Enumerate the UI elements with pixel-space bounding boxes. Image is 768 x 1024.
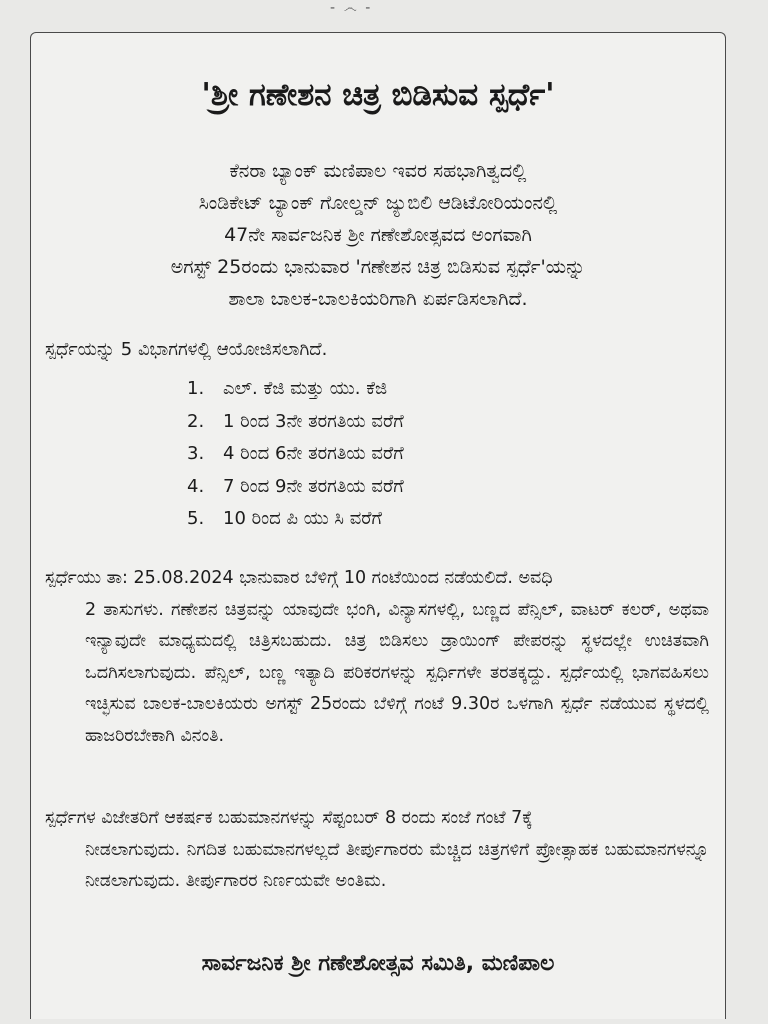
intro-block <box>31 155 725 315</box>
category-text: 10 ರಿಂದ ಪಿ ಯು ಸಿ ವರೆಗೆ <box>223 508 382 529</box>
category-text: ಎಲ್. ಕೆಜಿ ಮತ್ತು ಯು. ಕೆಜಿ <box>223 378 388 399</box>
notice-sheet <box>30 32 726 1019</box>
category-item <box>187 438 404 471</box>
intro-line: ಅಗಸ್ಟ್ 25ರಂದು ಭಾನುವಾರ 'ಗಣೇಶನ ಚಿತ್ರ ಬಿಡಿಸುವ ಸ್ಪರ್ಧೆ'ಯನ್ನು <box>170 256 586 278</box>
category-item <box>187 503 404 536</box>
notice-title: 'ಶ್ರೀ ಗಣೇಶನ ಚಿತ್ರ ಬಿಡಿಸುವ ಸ್ಪರ್ಧೆ' <box>201 77 555 113</box>
intro-line: ಕೆನರಾ ಬ್ಯಾಂಕ್ ಮಣಿಪಾಲ ಇವರ ಸಹಭಾಗಿತ್ವದಲ್ಲಿ <box>229 160 527 182</box>
category-list <box>187 373 404 536</box>
category-number: 3. <box>187 443 205 464</box>
paragraph-body: ನೀಡಲಾಗುವುದು. ನಿಗದಿತ ಬಹುಮಾನಗಳಲ್ಲದೆ ತೀರ್ಪುಗಾರರು ಮೆಚ್ಚಿದ ಚಿತ್ರಗಳಿಗೆ ಪ್ರೋತ್ಸಾಹಕ ಬಹುಮಾನಗಳನ್ನೂ ನೀಡಲಾಗುವುದು. ತೀರ್ಪುಗಾರರ ನಿರ್ಣಯವೇ ಅಂತಿಮ. <box>85 839 709 891</box>
category-item <box>187 373 404 406</box>
category-number: 2. <box>187 410 205 432</box>
paragraph-first-line: ಸ್ಪರ್ಧೆಗಳ ವಿಜೇತರಿಗೆ ಆಕರ್ಷಕ ಬಹುಮಾನಗಳನ್ನು ಸೆಪ್ಟಂಬರ್ 8 ರಂದು ಸಂಜೆ ಗಂಟೆ 7ಕ್ಕೆ <box>45 808 533 828</box>
category-number: 4. <box>187 475 205 497</box>
category-text: 1 ರಿಂದ 3ನೇ ತರಗತಿಯ ವರೆಗೆ <box>223 410 404 432</box>
category-number: 5. <box>187 508 205 529</box>
prizes-paragraph <box>45 803 709 898</box>
category-number: 1. <box>187 378 205 399</box>
categories-heading: ಸ್ಪರ್ಧೆಯನ್ನು 5 ವಿಭಾಗಗಳಲ್ಲಿ ಆಯೋಜಿಸಲಾಗಿದೆ. <box>45 339 328 360</box>
organizer-signature: ಸಾರ್ವಜನಿಕ ಶ್ರೀ ಗಣೇಶೋತ್ಸವ ಸಮಿತಿ, ಮಣಿಪಾಲ <box>201 951 555 976</box>
category-item <box>187 406 404 439</box>
category-text: 7 ರಿಂದ 9ನೇ ತರಗತಿಯ ವರೆಗೆ <box>223 475 404 497</box>
paragraph-first-line: ಸ್ಪರ್ಧೆಯು ತಾ: 25.08.2024 ಭಾನುವಾರ ಬೆಳಿಗ್ಗೆ 10 ಗಂಟೆಯಿಂದ ನಡೆಯಲಿದೆ. ಅವಧಿ <box>45 568 553 588</box>
intro-line: 47ನೇ ಸಾರ್ವಜನಿಕ ಶ್ರೀ ಗಣೇಶೋತ್ಸವದ ಅಂಗವಾಗಿ <box>224 224 532 246</box>
intro-line: ಸಿಂಡಿಕೇಟ್ ಬ್ಯಾಂಕ್ ಗೋಲ್ಡನ್ ಜ್ಯುಬಿಲಿ ಆಡಿಟೋರಿಯಂನಲ್ಲಿ <box>198 192 558 214</box>
category-text: 4 ರಿಂದ 6ನೇ ತರಗತಿಯ ವರೆಗೆ <box>223 443 404 464</box>
paragraph-body: 2 ತಾಸುಗಳು. ಗಣೇಶನ ಚಿತ್ರವನ್ನು ಯಾವುದೇ ಭಂಗಿ, ವಿನ್ಯಾಸಗಳಲ್ಲಿ, ಬಣ್ಣದ ಪೆನ್ಸಿಲ್, ವಾಟರ್ ಕಲರ್, ಅಥವಾ ಇನ್ಯಾವುದೇ ಮಾಧ್ಯಮದಲ್ಲಿ ಚಿತ್ರಿಸಬಹುದು. ಚಿತ್ರ ಬಿಡಿಸಲು ಡ್ರಾಯಿಂಗ್ ಪೇಪರನ್ನು ಸ್ಥಳದಲ್ಲೇ ಉಚಿತವಾಗಿ ಒದಗಿಸಲಾಗುವುದು. ಪೆನ್ಸಿಲ್, ಬಣ್ಣ ಇತ್ಯಾದಿ ಪರಿಕರಗಳನ್ನು ಸ್ಪರ್ಧಿಗಳೇ ತರತಕ್ಕದ್ದು. ಸ್ಪರ್ಧೆಯಲ್ಲಿ ಭಾಗವಹಿಸಲು ಇಚ್ಛಿಸುವ ಬಾಲಕ-ಬಾಲಕಿಯರು ಅಗಸ್ಟ್ 25ರಂದು ಬೆಳಿಗ್ಗೆ ಗಂಟೆ 9.30ರ ಒಳಗಾಗಿ ಸ್ಪರ್ಧೆ ನಡೆಯುವ ಸ್ಥಳದಲ್ಲಿ ಹಾಜರಿರಬೇಕಾಗಿ ವಿನಂತಿ. <box>85 599 709 746</box>
intro-line: ಶಾಲಾ ಬಾಲಕ-ಬಾಲಕಿಯರಿಗಾಗಿ ಏರ್ಪಡಿಸಲಾಗಿದೆ. <box>228 288 528 310</box>
competition-details-paragraph <box>45 563 709 752</box>
category-item <box>187 471 404 504</box>
top-scribble-mark: - ෴ - <box>330 0 373 16</box>
